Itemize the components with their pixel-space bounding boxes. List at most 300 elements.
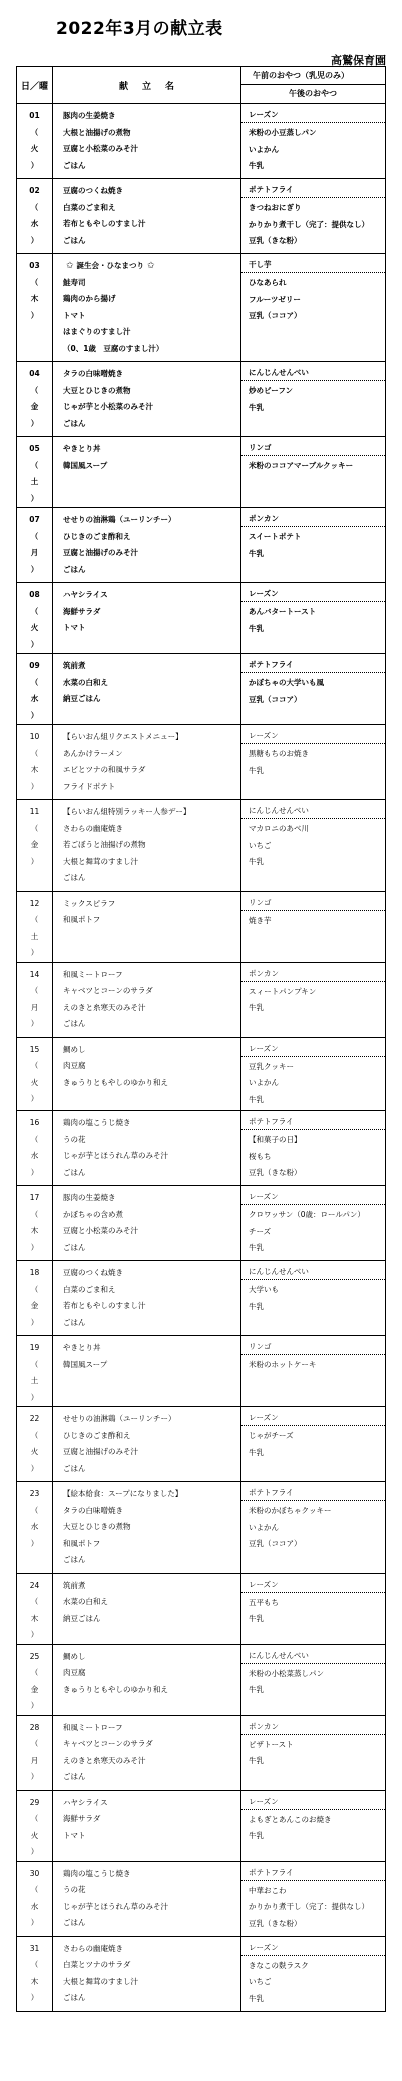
pm-snack-item: きつねおにぎり bbox=[249, 203, 302, 212]
weekday: 火 bbox=[30, 1077, 39, 1087]
table-row bbox=[17, 254, 385, 362]
menu-item: トマト bbox=[63, 623, 86, 632]
am-snack: レーズン bbox=[241, 1410, 385, 1426]
pm-snack-item: かりかり煮干し（完了：提供なし） bbox=[249, 1902, 369, 1911]
menu-item: 筑前煮 bbox=[63, 661, 86, 670]
menu-cell bbox=[53, 1407, 241, 1481]
star-icon: ✩ bbox=[66, 261, 74, 271]
menu-item: ごはん bbox=[63, 873, 86, 882]
day-cell bbox=[17, 1186, 53, 1260]
table-row bbox=[17, 963, 385, 1038]
day-cell bbox=[17, 1791, 53, 1861]
snack-cell bbox=[241, 254, 385, 361]
snack-cell bbox=[241, 1574, 385, 1644]
paren-open: （ bbox=[30, 202, 39, 212]
snack-cell bbox=[241, 362, 385, 436]
weekday: 月 bbox=[30, 1755, 39, 1765]
day-cell bbox=[17, 1407, 53, 1481]
menu-cell bbox=[53, 1574, 241, 1644]
date-number: 16 bbox=[29, 1118, 40, 1127]
table-row bbox=[17, 1186, 385, 1261]
weekday: 木 bbox=[30, 1613, 39, 1623]
pm-snack-item: 大学いも bbox=[249, 1285, 279, 1294]
header-day: 日／曜 bbox=[17, 67, 53, 103]
pm-snack-item: 牛乳 bbox=[249, 1685, 264, 1694]
menu-item: トマト bbox=[63, 1830, 86, 1840]
snack-cell bbox=[241, 1261, 385, 1335]
paren-close: ） bbox=[30, 1993, 39, 2002]
table-row bbox=[17, 508, 385, 583]
menu-cell bbox=[53, 179, 241, 253]
table-row bbox=[17, 1791, 385, 1862]
menu-item: ごはん bbox=[63, 418, 86, 428]
weekday: 土 bbox=[30, 931, 39, 941]
header-snack bbox=[241, 67, 385, 103]
day-cell bbox=[17, 1716, 53, 1790]
day-cell bbox=[17, 1574, 53, 1644]
table-row bbox=[17, 1574, 385, 1645]
snack-cell bbox=[241, 1482, 385, 1573]
menu-item: 肉豆腐 bbox=[63, 1061, 86, 1070]
menu-item: 豆腐と油揚げのみそ汁 bbox=[63, 1447, 138, 1456]
weekday: 木 bbox=[30, 294, 39, 303]
snack-cell bbox=[241, 583, 385, 653]
paren-open: （ bbox=[30, 1061, 39, 1070]
paren-close: ） bbox=[30, 1701, 39, 1710]
menu-item: 水菜の白和え bbox=[63, 677, 108, 687]
paren-open: （ bbox=[30, 1284, 39, 1294]
weekday: 木 bbox=[30, 1226, 39, 1235]
paren-open: （ bbox=[30, 1960, 39, 1969]
pm-snack-item: 焼き芋 bbox=[249, 915, 272, 925]
day-cell bbox=[17, 104, 53, 178]
menu-item: ごはん bbox=[63, 1463, 86, 1473]
menu-item: 鶏肉の塩こうじ焼き bbox=[63, 1868, 131, 1878]
pm-snack-item: 米粉の小豆蒸しパン bbox=[249, 128, 317, 137]
menu-item: 豆腐と小松菜のみそ汁 bbox=[63, 1226, 138, 1235]
paren-close: ） bbox=[30, 948, 39, 957]
pm-snack-item: 牛乳 bbox=[249, 1614, 264, 1623]
pm-snack-item: 豆乳（ココア） bbox=[249, 694, 302, 704]
paren-close: ） bbox=[30, 1630, 39, 1639]
table-row bbox=[17, 1038, 385, 1112]
am-snack: レーズン bbox=[241, 728, 385, 744]
date-number: 24 bbox=[29, 1580, 40, 1590]
am-snack: リンゴ bbox=[241, 1339, 385, 1355]
weekday: 月 bbox=[30, 548, 39, 557]
table-row bbox=[17, 1482, 385, 1574]
menu-item: ミックスピラフ bbox=[63, 898, 116, 908]
date-number: 05 bbox=[29, 444, 40, 453]
pm-snack-item: じゃがチーズ bbox=[249, 1431, 294, 1440]
pm-snack-item: かりかり煮干し（完了：提供なし） bbox=[249, 219, 369, 229]
pm-snack-item: いよかん bbox=[249, 1078, 279, 1087]
pm-snack-item: 豆乳（きな粉） bbox=[249, 236, 302, 245]
menu-item: さわらの幽庵焼き bbox=[63, 1943, 123, 1953]
table-row bbox=[17, 1261, 385, 1336]
paren-close: ） bbox=[30, 1392, 39, 1402]
menu-cell bbox=[53, 963, 241, 1037]
table-row bbox=[17, 725, 385, 800]
pm-snack-item: マカロニのあべ川 bbox=[249, 824, 309, 833]
event-title: 誕生会・ひなまつり bbox=[76, 261, 145, 270]
menu-item: キャベツとコーンのサラダ bbox=[63, 1739, 153, 1748]
day-cell bbox=[17, 963, 53, 1037]
date-number: 07 bbox=[29, 515, 40, 524]
paren-close: ） bbox=[30, 781, 39, 791]
pm-snack-item: いよかん bbox=[249, 1522, 279, 1532]
menu-item: 若ごぼうと油揚げの煮物 bbox=[63, 840, 146, 849]
menu-item: 海鮮サラダ bbox=[63, 1814, 101, 1823]
pm-snack-item: 黒糖もちのお焼き bbox=[249, 749, 309, 758]
pm-snack-item: 牛乳 bbox=[249, 1301, 264, 1311]
paren-close: ） bbox=[30, 235, 39, 245]
date-number: 31 bbox=[29, 1943, 40, 1953]
menu-item: タラの白味噌焼き bbox=[63, 369, 123, 378]
paren-close: ） bbox=[30, 493, 39, 503]
paren-close: ） bbox=[30, 639, 39, 649]
pm-snack-item: 【和菓子の日】 bbox=[249, 1135, 302, 1144]
menu-cell bbox=[53, 892, 241, 962]
snack-cell bbox=[241, 963, 385, 1037]
weekday: 水 bbox=[30, 219, 39, 228]
am-snack: ポテトフライ bbox=[241, 657, 385, 673]
paren-open: （ bbox=[30, 915, 39, 924]
table-row bbox=[17, 1937, 385, 2011]
pm-snack-item: 豆乳（きな粉） bbox=[249, 1168, 302, 1177]
menu-item: 韓国風スープ bbox=[63, 460, 108, 470]
am-snack: ポテトフライ bbox=[241, 182, 385, 198]
snack-cell bbox=[241, 1645, 385, 1715]
menu-table bbox=[16, 66, 386, 2012]
weekday: 木 bbox=[30, 1976, 39, 1986]
paren-close: ） bbox=[30, 1918, 39, 1927]
am-snack: ポンカン bbox=[241, 1719, 385, 1735]
menu-cell bbox=[53, 437, 241, 507]
menu-cell bbox=[53, 1716, 241, 1790]
date-number: 02 bbox=[29, 186, 40, 195]
pm-snack-item: 豆乳（きな粉） bbox=[249, 1918, 302, 1928]
menu-item: 大根と舞茸のすまし汁 bbox=[63, 856, 138, 866]
date-number: 17 bbox=[29, 1193, 40, 1202]
menu-cell bbox=[53, 254, 241, 361]
menu-item: えのきと糸寒天のみそ汁 bbox=[63, 1002, 146, 1012]
menu-item: さわらの幽庵焼き bbox=[63, 823, 123, 833]
date-number: 12 bbox=[29, 898, 40, 908]
menu-item: フライドポテト bbox=[63, 781, 116, 791]
day-cell bbox=[17, 1482, 53, 1573]
menu-item: ごはん bbox=[63, 1019, 86, 1028]
pm-snack-item: 豆乳（ココア） bbox=[249, 1539, 302, 1548]
pm-snack-item: スイートポテト bbox=[249, 532, 302, 541]
pm-snack-item: 米粉のかぼちゃクッキー bbox=[249, 1506, 332, 1515]
menu-item: ハヤシライス bbox=[63, 1797, 108, 1807]
paren-close: ） bbox=[30, 160, 39, 170]
snack-cell bbox=[241, 1937, 385, 2011]
weekday: 金 bbox=[30, 1684, 39, 1694]
menu-item: 筑前煮 bbox=[63, 1580, 86, 1590]
paren-open: （ bbox=[30, 1430, 39, 1440]
table-row bbox=[17, 362, 385, 437]
pm-snack-item: いちご bbox=[249, 840, 272, 850]
pm-snack-item: 牛乳 bbox=[249, 623, 264, 633]
table-row bbox=[17, 1407, 385, 1482]
am-snack: リンゴ bbox=[241, 895, 385, 911]
paren-open: （ bbox=[30, 677, 39, 687]
pm-snack-item: 牛乳 bbox=[249, 765, 264, 775]
day-cell bbox=[17, 1261, 53, 1335]
menu-item: せせりの油淋鶏（ユーリンチー） bbox=[63, 515, 176, 524]
pm-snack-item: いよかん bbox=[249, 144, 279, 154]
menu-item: はまぐりのすまし汁 bbox=[63, 327, 131, 336]
date-number: 15 bbox=[29, 1044, 40, 1054]
menu-item: 納豆ごはん bbox=[63, 1613, 101, 1623]
weekday: 水 bbox=[30, 1151, 39, 1160]
menu-item: ひじきのごま酢和え bbox=[63, 531, 131, 541]
am-snack: レーズン bbox=[241, 1577, 385, 1593]
menu-cell bbox=[53, 508, 241, 582]
date-number: 04 bbox=[29, 369, 40, 378]
am-snack: ポンカン bbox=[241, 966, 385, 982]
menu-item: 納豆ごはん bbox=[63, 694, 101, 703]
paren-close: ） bbox=[30, 1317, 39, 1327]
date-number: 19 bbox=[29, 1343, 40, 1352]
day-cell bbox=[17, 583, 53, 653]
date-number: 28 bbox=[29, 1722, 40, 1732]
menu-item: 和風ポトフ bbox=[63, 1538, 101, 1548]
menu-item: きゅうりともやしのゆかり和え bbox=[63, 1684, 168, 1694]
day-cell bbox=[17, 1645, 53, 1715]
date-number: 23 bbox=[29, 1489, 40, 1498]
paren-open: （ bbox=[30, 1885, 39, 1894]
pm-snack-item: 米粉の小松菜蒸しパン bbox=[249, 1668, 324, 1678]
menu-item: 豚肉の生姜焼き bbox=[63, 1193, 116, 1202]
snack-cell bbox=[241, 725, 385, 799]
weekday: 金 bbox=[30, 840, 39, 849]
weekday: 水 bbox=[30, 1901, 39, 1911]
pm-snack-item: よもぎとあんこのお焼き bbox=[249, 1814, 332, 1824]
menu-item: 豚肉の生姜焼き bbox=[63, 111, 116, 120]
pm-snack-item: スィートパンプキン bbox=[249, 986, 317, 996]
paren-open: （ bbox=[30, 1134, 39, 1144]
am-snack: にんじんせんべい bbox=[241, 365, 385, 381]
menu-item: ごはん bbox=[63, 1242, 86, 1252]
snack-cell bbox=[241, 437, 385, 507]
weekday: 木 bbox=[30, 765, 39, 774]
pm-snack-item: チーズ bbox=[249, 1226, 272, 1236]
menu-cell bbox=[53, 1261, 241, 1335]
menu-item: ごはん bbox=[63, 1555, 86, 1564]
menu-cell bbox=[53, 800, 241, 891]
table-row bbox=[17, 179, 385, 254]
paren-open: （ bbox=[30, 385, 39, 395]
menu-item: ごはん bbox=[63, 564, 86, 574]
table-row bbox=[17, 1862, 385, 1937]
day-cell bbox=[17, 508, 53, 582]
menu-item: キャベツとコーンのサラダ bbox=[63, 986, 153, 995]
weekday: 水 bbox=[30, 694, 39, 703]
paren-open: （ bbox=[30, 127, 39, 137]
paren-open: （ bbox=[30, 1814, 39, 1823]
paren-close: ） bbox=[30, 1538, 39, 1548]
menu-item: 豆腐と油揚げのみそ汁 bbox=[63, 548, 138, 557]
menu-item: 若布ともやしのすまし汁 bbox=[63, 219, 146, 228]
paren-open: （ bbox=[30, 1668, 39, 1677]
menu-item: 豆腐と小松菜のみそ汁 bbox=[63, 144, 138, 153]
menu-item: 【らいおん組特別ラッキー人参デー】 bbox=[63, 807, 191, 816]
paren-close: ） bbox=[30, 1847, 39, 1856]
table-row bbox=[17, 654, 385, 725]
menu-item: 和風ミートローフ bbox=[63, 1722, 123, 1732]
pm-snack-item: 牛乳 bbox=[249, 1756, 264, 1765]
menu-item: 鮭寿司 bbox=[63, 277, 86, 287]
paren-close: ） bbox=[30, 1167, 39, 1177]
paren-close: ） bbox=[30, 856, 39, 866]
day-cell bbox=[17, 1111, 53, 1185]
menu-item: 鯛めし bbox=[63, 1651, 86, 1661]
am-snack: ポテトフライ bbox=[241, 1114, 385, 1130]
weekday: 火 bbox=[30, 1830, 39, 1840]
am-snack: レーズン bbox=[241, 1041, 385, 1057]
paren-open: （ bbox=[30, 1359, 39, 1369]
menu-item: えのきと糸寒天のみそ汁 bbox=[63, 1755, 146, 1765]
paren-close: ） bbox=[30, 418, 39, 428]
date-number: 30 bbox=[29, 1868, 40, 1878]
pm-snack-item: かぼちゃの大学いも風 bbox=[249, 678, 324, 687]
paren-open: （ bbox=[30, 1739, 39, 1748]
menu-item: ひじきのごま酢和え bbox=[63, 1430, 131, 1440]
menu-cell bbox=[53, 1937, 241, 2011]
pm-snack-item: 牛乳 bbox=[249, 548, 264, 558]
am-snack: ポテトフライ bbox=[241, 1865, 385, 1881]
weekday: 金 bbox=[30, 1301, 39, 1310]
paren-open: （ bbox=[30, 1597, 39, 1606]
pm-snack-item: 豆乳クッキー bbox=[249, 1061, 294, 1071]
snack-cell bbox=[241, 508, 385, 582]
header-menu: 献立名 bbox=[53, 67, 241, 103]
pm-snack-item: あんバタートースト bbox=[249, 607, 317, 616]
paren-open: （ bbox=[30, 606, 39, 616]
pm-snack-item: 米粉のココアマーブルクッキー bbox=[249, 461, 354, 470]
menu-item: 白菜のごま和え bbox=[63, 1284, 116, 1294]
menu-item: 【絵本給食：スープになりました】 bbox=[63, 1489, 183, 1498]
snack-cell bbox=[241, 1038, 385, 1111]
paren-close: ） bbox=[30, 1094, 39, 1103]
menu-item: （0、1歳 豆腐のすまし汁） bbox=[63, 343, 164, 353]
menu-item: じゃが芋とほうれん草のみそ汁 bbox=[63, 1901, 168, 1911]
menu-item: トマト bbox=[63, 310, 86, 320]
menu-item: エビとツナの和風サラダ bbox=[63, 765, 146, 774]
snack-cell bbox=[241, 1336, 385, 1406]
snack-cell bbox=[241, 1862, 385, 1936]
day-cell bbox=[17, 1038, 53, 1111]
header-pm-snack: 午後のおやつ bbox=[289, 89, 337, 98]
table-row bbox=[17, 583, 385, 654]
paren-close: ） bbox=[30, 564, 39, 574]
menu-cell bbox=[53, 1186, 241, 1260]
am-snack: にんじんせんべい bbox=[241, 1264, 385, 1280]
menu-item: じゃが芋とほうれん草のみそ汁 bbox=[63, 1151, 168, 1160]
am-snack: レーズン bbox=[241, 586, 385, 602]
pm-snack-item: 五平もち bbox=[249, 1597, 279, 1607]
date-number: 08 bbox=[29, 590, 40, 599]
table-header bbox=[17, 67, 385, 104]
weekday: 土 bbox=[30, 1376, 39, 1385]
day-cell bbox=[17, 800, 53, 891]
snack-cell bbox=[241, 1791, 385, 1861]
menu-item: 韓国風スープ bbox=[63, 1359, 108, 1369]
weekday: 水 bbox=[30, 1522, 39, 1531]
paren-close: ） bbox=[30, 1242, 39, 1252]
page-title: 2022年3月の献立表 bbox=[56, 19, 223, 39]
menu-item: ハヤシライス bbox=[63, 590, 108, 599]
menu-item: 海鮮サラダ bbox=[63, 606, 101, 616]
day-cell bbox=[17, 1862, 53, 1936]
date-number: 01 bbox=[29, 111, 40, 120]
snack-cell bbox=[241, 1111, 385, 1185]
weekday: 火 bbox=[30, 623, 39, 632]
paren-close: ） bbox=[30, 310, 39, 320]
paren-close: ） bbox=[30, 1463, 39, 1473]
day-cell bbox=[17, 1937, 53, 2011]
menu-item: うの花 bbox=[63, 1885, 86, 1894]
table-row bbox=[17, 437, 385, 508]
paren-open: （ bbox=[30, 531, 39, 541]
menu-item: ごはん bbox=[63, 235, 86, 245]
pm-snack-item: 牛乳 bbox=[249, 857, 264, 866]
paren-close: ） bbox=[30, 1019, 39, 1028]
pm-snack-item: 豆乳（ココア） bbox=[249, 311, 302, 320]
menu-item: やきとり丼 bbox=[63, 1343, 101, 1352]
am-snack: レーズン bbox=[241, 1189, 385, 1205]
pm-snack-item: 牛乳 bbox=[249, 1003, 264, 1012]
table-body bbox=[17, 104, 385, 2011]
paren-open: （ bbox=[30, 1505, 39, 1515]
paren-open: （ bbox=[30, 986, 39, 995]
menu-item: 大豆とひじきの煮物 bbox=[63, 385, 131, 395]
snack-cell bbox=[241, 104, 385, 178]
date-number: 25 bbox=[29, 1651, 40, 1661]
menu-item: 肉豆腐 bbox=[63, 1668, 86, 1677]
snack-cell bbox=[241, 1186, 385, 1260]
menu-item: じゃが芋と小松菜のみそ汁 bbox=[63, 402, 153, 411]
snack-cell bbox=[241, 179, 385, 253]
date-number: 18 bbox=[29, 1268, 40, 1277]
pm-snack-item: 牛乳 bbox=[249, 402, 264, 412]
weekday: 火 bbox=[30, 1447, 39, 1456]
menu-cell bbox=[53, 1038, 241, 1111]
menu-cell bbox=[53, 104, 241, 178]
menu-cell bbox=[53, 362, 241, 436]
weekday: 金 bbox=[30, 402, 39, 411]
menu-item: 豆腐のつくね焼き bbox=[63, 186, 123, 195]
day-cell bbox=[17, 654, 53, 724]
menu-cell bbox=[53, 1645, 241, 1715]
menu-item: 水菜の白和え bbox=[63, 1597, 108, 1606]
am-snack: ポンカン bbox=[241, 511, 385, 527]
am-snack: レーズン bbox=[241, 1794, 385, 1810]
pm-snack-item: ひなあられ bbox=[249, 278, 287, 287]
day-cell bbox=[17, 437, 53, 507]
snack-cell bbox=[241, 892, 385, 962]
am-snack: にんじんせんべい bbox=[241, 1648, 385, 1664]
pm-snack-item: 桜もち bbox=[249, 1151, 272, 1161]
date-number: 10 bbox=[29, 732, 40, 741]
menu-cell bbox=[53, 1791, 241, 1861]
paren-close: ） bbox=[30, 710, 39, 720]
pm-snack-item: いちご bbox=[249, 1977, 272, 1986]
menu-item: かぼちゃの含め煮 bbox=[63, 1209, 123, 1219]
